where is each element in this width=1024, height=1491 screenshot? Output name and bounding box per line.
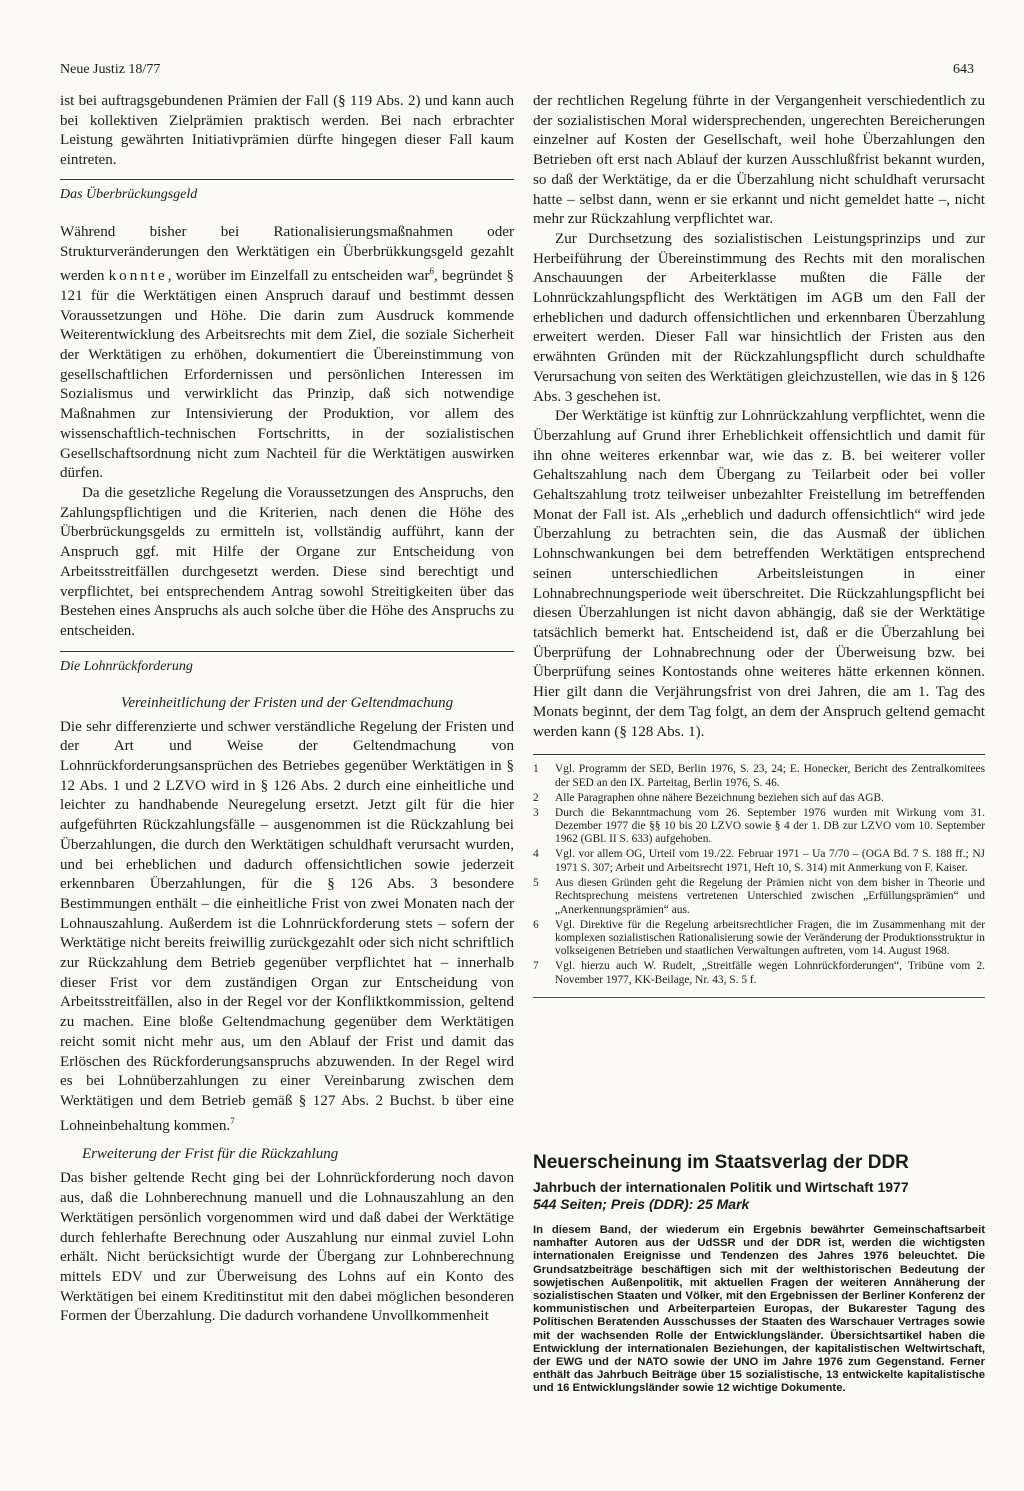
- paragraph: Der Werktätige ist künftig zur Lohnrückzahlung verpflichtet, wenn die Überzahlung auf Grund ihrer Erheblichkeit offensichtlich und damit für ihn ohne weiteres erkennbar war, wie das z. B. bei weiterer voller Gehaltszahlung nach dem Übergang zu Teilarbeit oder bei voller Gehaltszahlung trotz teilweiser unbezahlter Freistellung im betreffenden Monat der Fall ist. Als „erheblich und dadurch offensichtlich“ wird jede Überzahlung zu betrachten sein, die das Ausmaß der üblichen Lohnschwankungen bei dem betreffenden Werktätigen entsprechend seinen unterschiedlichen Arbeitsleistungen in einer Lohnabrechnungsperiode weit überschreitet. Die Rückzahlungspflicht bei diesen Überzahlungen ist nicht davon abhängig, daß sie der Werktätige tatsächlich bemerkt hat. Entscheidend ist, daß er die Überzahlung bei Überprüfung der Lohnabrechnung oder der Überweisung bzw. bei Überprüfung seines Kontostands ohne weiteres hätte erkennen können. Hier gilt dann die Verjährungsfrist von drei Jahren, die am 1. Tag des Monats beginnt, der dem Tag folgt, an dem der Anspruch geltend gemacht werden kann (§ 128 Abs. 1).: [533, 408, 985, 740]
- footnote-ref: 7: [230, 1115, 235, 1126]
- intro-paragraph: ist bei auftragsgebundenen Prämien der Fall (§ 119 Abs. 2) und kann auch bei kollektiven Zielprämien praktisch werden. Bei nach erbrachter Leistung gewährten Initiativprämien dürfte hingegen dieser Fall kaum eintreten.: [60, 93, 514, 169]
- footnote-number: 5: [533, 876, 539, 889]
- right-column: [533, 92, 985, 998]
- book-title: Jahrbuch der internationalen Politik und Wirtschaft 1977: [533, 1179, 909, 1195]
- section-heading-ueberbrueckungsgeld: Das Überbrückungsgeld: [60, 186, 198, 202]
- paragraph: [60, 223, 514, 484]
- journal-issue: Neue Justiz 18/77: [60, 62, 161, 77]
- paragraph: Zur Durchsetzung des sozialistischen Leistungsprinzips und zur Herbeiführung der Übereinstimmung des Rechts mit den moralischen Anschauungen der Arbeiterklasse mußten die Fälle der Lohnrückzahlungspflicht des Werktätigen im AGB um den Fall der erheblichen und dadurch offensichtlichen und erkennbaren Überzahlung erweitert werden. Dieser Fall war hinsichtlich der Fristen aus den erwähnten Gründen mit der Rückzahlungspflicht durch schuldhafte Verursachung von seiten des Werktätigen gleichzustellen, wie das in § 126 Abs. 3 geschehen ist.: [533, 230, 985, 405]
- footnote-number: 3: [533, 806, 539, 819]
- footnote-item: [533, 763, 985, 790]
- subsection-heading-fristen: Vereinheitlichung der Fristen und der Geltendmachung: [120, 694, 454, 711]
- footnote-number: 6: [533, 918, 539, 931]
- page-number: 643: [953, 62, 974, 77]
- footnote-item: [533, 807, 985, 847]
- section-divider: [60, 179, 514, 180]
- footnote-text: Alle Paragraphen ohne nähere Bezeichnung beziehen sich auf das AGB.: [555, 791, 884, 804]
- footnote-item: [533, 960, 985, 987]
- announcement-title: Neuerscheinung im Staatsverlag der DDR: [533, 1152, 909, 1173]
- footnote-text: Vgl. vor allem OG, Urteil vom 19./22. Februar 1971 – Ua 7/70 – (OGA Bd. 7 S. 188 ff.; NJ 1971 S. 307; Arbeit und Arbeitsrecht 1971, Heft 10, S. 314) mit Anmerkung von F. Kaiser.: [555, 848, 985, 874]
- book-announcement: [533, 1152, 985, 1396]
- footnote-ref: 6: [429, 266, 434, 277]
- paragraph: Da die gesetzliche Regelung die Voraussetzungen des Anspruchs, den Zahlungspflichtigen und die Kriterien, nach denen die Höhe des Überbrückungsgelds zu ermitteln ist, vollständig aufführt, kann der Anspruch ggf. mit Hilfe der Organe zur Entscheidung von Arbeitsstreitfällen durchgesetzt werden. Diese sind berechtigt und verpflichtet, bei entsprechendem Antrag sowohl Streitigkeiten über das Bestehen eines Anspruchs als auch solche über die Höhe des Anspruchs zu entscheiden.: [60, 484, 514, 639]
- subsection-heading-rueckzahlung: Erweiterung der Frist für die Rückzahlung: [82, 1146, 339, 1163]
- book-meta: 544 Seiten; Preis (DDR): 25 Mark: [533, 1196, 750, 1212]
- footnote-item: [533, 792, 985, 805]
- footnote-item: [533, 919, 985, 959]
- footnote-text: Vgl. Programm der SED, Berlin 1976, S. 23, 24; E. Honecker, Bericht des Zentralkomitees der SED an den IX. Parteitag, Berlin 1976, S. 46.: [555, 763, 985, 789]
- footnote-number: 4: [533, 848, 539, 861]
- section-divider: [60, 651, 514, 652]
- footnote-text: Aus diesen Gründen geht die Regelung der Prämien nicht von dem bisher in Theorie und Rechtsprechung meistens vertretenen Unterschied zwischen „Erfüllungsprämien“ und „Anerkennungsprämien“ aus.: [555, 876, 985, 916]
- footnote-number: 1: [533, 763, 539, 776]
- paragraph: [60, 718, 514, 1137]
- paragraph: Das bisher geltende Recht ging bei der Lohnrückforderung noch davon aus, daß die Lohnberechnung manuell und die Lohnauszahlung an den Werktätigen persönlich vorgenommen wird und daß dabei der Werktätige durch fehlerhafte Berechnung oder Auszahlung nur einmal zuviel Lohn erhält. Nicht berücksichtigt wurde der Übergang zur Lohnberechnung mittels EDV und zur Überweisung des Lohns auf ein Konto des Werktätigen bei einem Kreditinstitut mit den dabei möglichen besonderen Formen der Überzahlung. Die dadurch vorhandene Unvollkommenheit: [60, 1170, 514, 1325]
- text-run: Die sehr differenzierte und schwer verständliche Regelung der Fristen und der Art und Weise der Geltendmachung von Lohnrückforderungsansprüchen des Betriebes gegenüber Werktätigen in § 12 Abs. 1 und 2 LZVO wird in § 126 Abs. 2 durch eine einheitliche und leichter zu handhabende Neuregelung ersetzt. Jetzt gilt für die hier aufgeführten Rückzahlungsfälle – ausgenommen ist die Rückzahlung bei Überzahlungen, die durch den Werktätigen schuldhaft verursacht wurden, und bei erheblichen und dadurch offensichtlichen sowie jederzeit erkennbaren Überzahlungen, für die § 126 Abs. 3 besondere Bestimmungen enthält – die einheitliche Frist von zwei Monaten nach der Lohnauszahlung. Außerdem ist die Lohnrückforderung stets – sofern der Werktätige nicht bereits freiwillig zurückgezahlt oder sich nicht schriftlich zur Rückzahlung dem Betrieb gegenüber verpflichtet hat – innerhalb dieser Frist vor dem zuständigen Organ zur Entscheidung von Arbeitsstreitfällen, also in der Regel vor der Konfliktkommission, geltend zu machen. Eine bloße Geltendmachung gegenüber dem Werktätigen reicht somit nicht mehr aus, um den Ablauf der Frist und damit das Erlöschen des Rückforderungsanspruchs abzuwenden. In der Regel wird es bei Lohnüberzahlungen zu einer Vereinbarung zwischen dem Werktätigen und dem Betrieb gemäß § 127 Abs. 2 Buchst. b über eine Lohneinbehaltung kommen.: [60, 718, 514, 1134]
- footnote-item: [533, 877, 985, 917]
- emphasized-word: konnte: [108, 268, 168, 285]
- text-run: Während bisher bei Rationalisierungsmaßnahmen oder Strukturveränderungen den Werktätigen ein Überbrükkungsgeld gezahlt werden: [60, 223, 514, 285]
- footnote-text: Vgl. hierzu auch W. Rudelt, „Streitfälle wegen Lohnrückforderungen“, Tribüne vom 2. November 1977, KK-Beilage, Nr. 43, S. 5 f.: [555, 960, 985, 986]
- book-description: In diesem Band, der wiederum ein Ergebnis bewährter Gemeinschaftsarbeit namhafter Autoren aus der UdSSR und der DDR ist, werden die wichtigsten internationalen Ereignisse und Tendenzen des Jahres 1976 beleuchtet. Die Grundsatzbeiträge beschäftigen sich mit der welthistorischen Bedeutung der sowjetischen Außenpolitik, mit aktuellen Fragen der weiteren Annäherung der sozialistischen Staaten und Völker, mit den Ergebnissen der Berliner Konferenz der kommunistischen und Arbeiterparteien Europas, der Bukarester Tagung des Politischen Beratenden Ausschusses der Staaten des Warschauer Vertrages sowie mit der wachsenden Rolle der Entwicklungsländer. Übersichtsartikel haben die Entwicklung der internationalen Beziehungen, der kapitalistischen Weltwirtschaft, der EWG und der NATO sowie der UNO im Jahre 1976 zum Gegenstand. Ferner enthält das Jahrbuch Beiträge über 15 sozialistische, 13 entwickelte kapitalistische und 16 Entwicklungsländer sowie 12 wichtige Dokumente.: [533, 1224, 985, 1395]
- footnote-list: [533, 763, 985, 987]
- footnote-text: Vgl. Direktive für die Regelung arbeitsrechtlicher Fragen, die im Zusammenhang mit der komplexen sozialistischen Rationalisierung sowie der Veränderung der Produktionsstruktur in volkseigenen Betrieben und staatlichen Verwaltungen auftreten, vom 14. August 1968.: [555, 918, 985, 958]
- footnote-divider: [533, 754, 985, 755]
- footnote-number: 2: [533, 791, 539, 804]
- section-heading-lohnrueckforderung: Die Lohnrückforderung: [60, 658, 193, 674]
- footnote-item: [533, 848, 985, 875]
- column-end-rule: [533, 997, 985, 998]
- text-run: , begründet § 121 für die Werktätigen einen Anspruch darauf und bestimmt dessen Voraussetzungen und Höhe. Die darin zum Ausdruck kommende Weiterentwicklung des Arbeitsrechts mit dem Ziel, die soziale Sicherheit der Werktätigen zu erhöhen, dokumentiert die Übereinstimmung von gesellschaftlichen Erfordernissen und persönlichen Interessen im Sozialismus und verwirklicht das Prinzip, daß sich notwendige Maßnahmen zur Intensivierung der Produktion, vor allem des wissenschaftlich-technischen Fortschritts, in der sozialistischen Gesellschaftsordnung nicht zum Nachteil für die Werktätigen auswirken dürfen.: [60, 268, 514, 482]
- left-column: [60, 92, 514, 1327]
- text-run: , worüber im Einzelfall zu entscheiden war: [167, 268, 430, 285]
- footnote-text: Durch die Bekanntmachung vom 26. September 1976 wurden mit Wirkung vom 31. Dezember 1977 die §§ 10 bis 20 LZVO sowie § 4 der 1. DB zur LZVO vom 10. September 1962 (GBl. II S. 633) aufgehoben.: [555, 806, 985, 846]
- footnote-number: 7: [533, 960, 539, 973]
- paragraph: der rechtlichen Regelung führte in der Vergangenheit verschiedentlich zu der sozialistischen Moral widersprechenden, ungerechten Bereicherungen einzelner auf Kosten der Gesellschaft, weil hohe Überzahlungen den Betrieben oft erst nach Ablauf der kurzen Ausschlußfrist bekannt wurden, so daß der Werktätige, da er die Überzahlung nicht schuldhaft verursacht hatte – selbst dann, wenn er sie erkannt und nicht gemeldet hatte –, nicht mehr zur Rückzahlung verpflichtet war.: [533, 93, 985, 228]
